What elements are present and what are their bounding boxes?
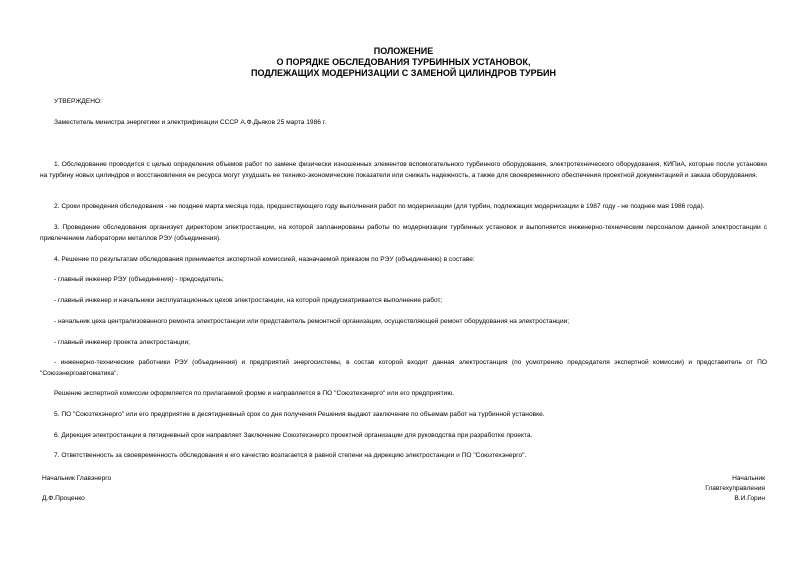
paragraph-4-decision: Решение экспертной комиссии оформляется по прилагаемой форме и направляется в ПО "Союзтехэнерго" или его предприятию. — [54, 390, 455, 397]
signature-left-title: Начальник Главэнерго — [42, 475, 112, 482]
paragraph-5: 5. ПО "Союзтехэнерго" или его предприятие в десятидневный срок со дня получения Решения выдают заключение по объемам работ на турбинной установке. — [54, 411, 545, 418]
paragraph-7: 7. Ответственность за своевременность обследования и его качество возлагается в равной степени на дирекцию электростанции и ПО "Союзтехэнерго". — [54, 452, 527, 459]
title-line-1: ПОЛОЖЕНИЕ — [373, 46, 434, 56]
signature-right-name: В.И.Горин — [734, 495, 765, 502]
member-item-4: - главный инженер проекта электростанции; — [54, 339, 190, 346]
paragraph-1: 1. Обследование проводится с целью определения объемов работ по замене физически изношенных элементов вспомогательного турбинного оборудования, электротехнического оборудования, КИПиА, которые после установки на турбину новых цилиндров и восстановления ее ресурса могут ухудшать ее технико-экономические показатели или снижать надежность, а также для своевременного обеспечения проектной документацией и заказа оборудования. — [40, 161, 767, 179]
member-item-2: - главный инженер и начальники эксплуатационных цехов электростанции, на которой предусматривается выполнение работ; — [54, 297, 443, 304]
paragraph-3: 3. Проведение обследования организует директором электростанции, на которой запланированы работы по модернизации турбинных установок и выполняется инженерно-техническим персоналом данной электростанции с привлечением лаборатории металлов РЭУ (объединения). — [40, 224, 767, 242]
document-title — [0, 46, 807, 79]
member-item-3: - начальник цеха централизованного ремонта электростанции или представитель ремонтной организации, осуществляющей ремонт оборудования на электростанции; — [54, 318, 570, 325]
member-item-1: - главный инженер РЭУ (объединения) - председатель; — [54, 276, 224, 283]
member-item-5: - инженерно-технические работники РЭУ (объединения) и предприятий энергосистемы, в состав которой входит данная электростанция (по усмотрению председателя экспертной комиссии) и представитель от ПО "Союзэнергоавтоматика". — [40, 359, 767, 377]
signature-right-title-2: Главтехуправления — [705, 485, 765, 492]
signature-left-name: Д.Ф.Проценко — [42, 495, 85, 502]
title-line-2: О ПОРЯДКЕ ОБСЛЕДОВАНИЯ ТУРБИННЫХ УСТАНОВОК, — [276, 57, 531, 67]
approved-label: УТВЕРЖДЕНО: — [54, 98, 103, 105]
approver-line: Заместитель министра энергетики и электрификации СССР А.Ф.Дьяков 25 марта 1986 г. — [54, 119, 327, 126]
paragraph-2: 2. Сроки проведения обследования - не позднее марта месяца года, предшествующего году выполнения работ по модернизации (для турбин, подлежащих модернизации в 1987 году - не позднее мая 1986 года). — [54, 203, 705, 210]
title-line-3: ПОДЛЕЖАЩИХ МОДЕРНИЗАЦИИ С ЗАМЕНОЙ ЦИЛИНДРОВ ТУРБИН — [250, 68, 557, 78]
signature-right-title-1: Начальник — [732, 475, 765, 482]
paragraph-4: 4. Решение по результатам обследования принимается экспертной комиссией, назначаемой приказом по РЭУ (объединению) в составе: — [54, 256, 475, 263]
paragraph-6: 6. Дирекция электростанции в пятидневный срок направляет Заключение Союзтехэнерго проектной организации для руководства при разработке проекта. — [54, 432, 533, 439]
